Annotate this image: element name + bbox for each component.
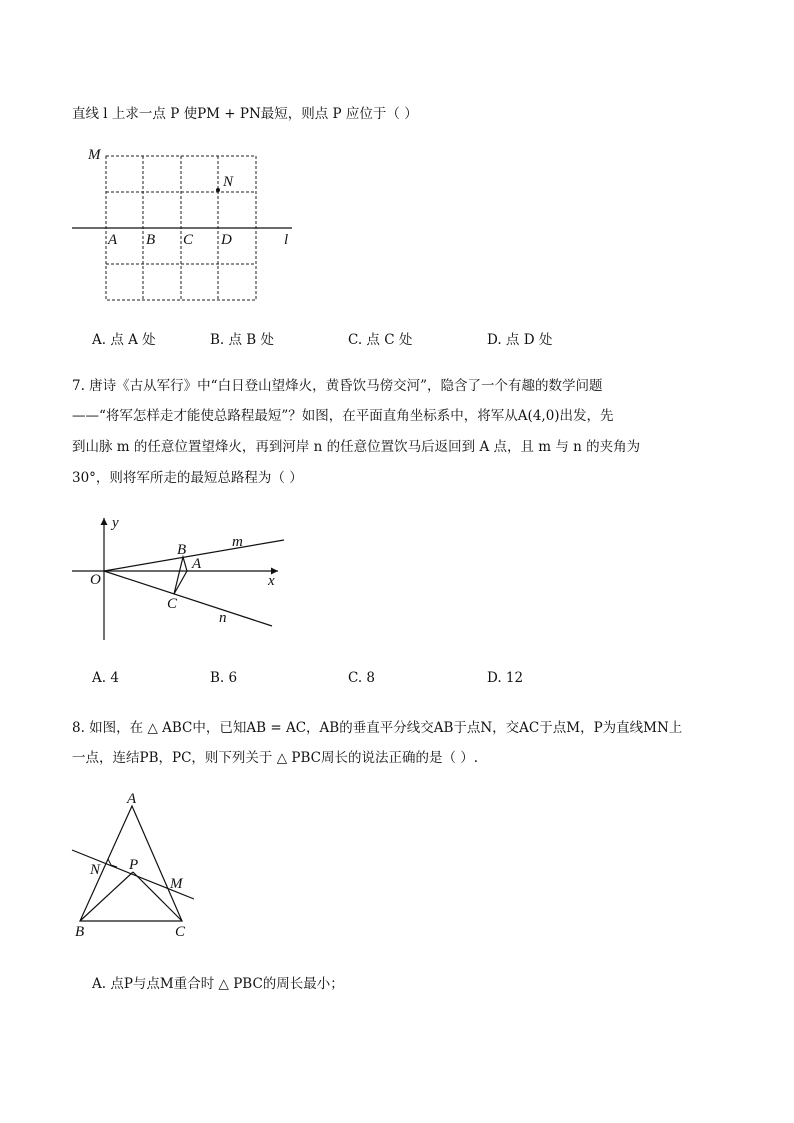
q7-option-a[interactable]: A. 4 <box>92 670 119 686</box>
label-n7: n <box>219 610 227 626</box>
q6-option-a[interactable]: A. 点 A 处 <box>92 332 156 348</box>
q8-line-1: 8. 如图，在 △ ABC中，已知AB = AC，AB的垂直平分线交AB于点N，交AC于点M，P为直线MN上 <box>72 720 683 736</box>
segment-pb <box>80 872 133 921</box>
q7-option-c[interactable]: C. 8 <box>348 670 376 686</box>
q8-line-2: 一点，连结PB，PC，则下列关于 △ PBC周长的说法正确的是（ ）. <box>72 750 479 766</box>
label-c: C <box>183 232 194 248</box>
q6-stem: 直线 l 上求一点 P 使PM + PN最短，则点 P 应位于（ ） <box>72 106 418 122</box>
label-a7: A <box>192 556 202 572</box>
label-a: A <box>108 232 118 248</box>
label-c7: C <box>167 596 178 612</box>
label-b7: B <box>177 542 187 558</box>
label-o: O <box>90 572 101 588</box>
q7-line-2: ——“将军怎样走才能使总路程最短”？如图，在平面直角坐标系中，将军从A(4,0)出发，先 <box>72 408 614 424</box>
label-x: x <box>268 573 275 589</box>
q8-option-a[interactable]: A. 点P与点M重合时 △ PBC的周长最小； <box>92 976 344 992</box>
right-angle-mark <box>108 859 117 867</box>
label-y: y <box>112 515 119 531</box>
q7-line-1: 7. 唐诗《古从军行》中“白日登山望烽火，黄昏饮马傍交河”，隐含了一个有趣的数学问题 <box>72 378 603 394</box>
label-l: l <box>284 232 289 248</box>
q7-line-4: 30°，则将军所走的最短总路程为（ ） <box>72 470 303 486</box>
label-m8: M <box>170 876 183 892</box>
label-n8: N <box>90 862 101 878</box>
q7-line-3: 到山脉 m 的任意位置望烽火，再到河岸 n 的任意位置饮马后返回到 A 点，且 m 与 n 的夹角为 <box>72 439 641 455</box>
label-d: D <box>221 232 232 248</box>
label-c8: C <box>175 924 186 940</box>
q6-option-b[interactable]: B. 点 B 处 <box>210 332 275 348</box>
label-b8: B <box>75 924 85 940</box>
label-p8: P <box>129 857 139 873</box>
q7-option-d[interactable]: D. 12 <box>487 670 524 686</box>
label-n: N <box>223 174 234 190</box>
label-m: M <box>88 147 101 163</box>
label-b: B <box>146 232 156 248</box>
label-m7: m <box>232 534 243 550</box>
label-a8: A <box>127 791 137 807</box>
q7-option-b[interactable]: B. 6 <box>210 670 238 686</box>
q6-option-c[interactable]: C. 点 C 处 <box>348 332 413 348</box>
q6-option-d[interactable]: D. 点 D 处 <box>487 332 553 348</box>
